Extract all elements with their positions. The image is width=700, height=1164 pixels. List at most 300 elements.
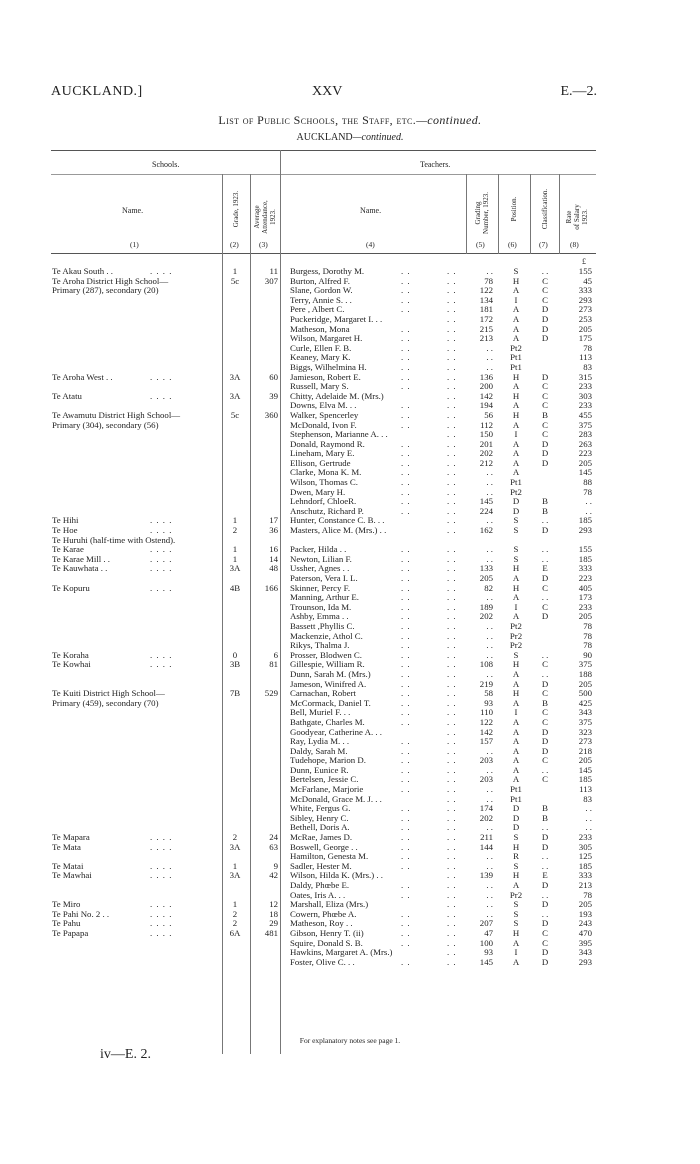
- leader-dots: . .: [447, 736, 457, 747]
- leader-dots: . . . .: [150, 841, 173, 852]
- grading-number: . .: [486, 880, 493, 890]
- teacher-classification: B: [542, 697, 548, 708]
- teacher-name: Hawkins, Margaret A. (Mrs.): [290, 947, 393, 958]
- teacher-classification: . .: [541, 851, 549, 862]
- salary-rate: 470: [578, 927, 592, 938]
- teacher-name: Curle, Ellen F. B.: [290, 342, 352, 353]
- leader-dots: . .: [401, 918, 411, 929]
- teacher-classification: . .: [541, 592, 549, 603]
- grading-number: 150: [479, 429, 493, 440]
- grading-number: 181: [479, 304, 493, 315]
- leader-dots: . .: [401, 630, 411, 641]
- teacher-classification: C: [542, 285, 548, 296]
- teacher-name: Biggs, Wilhelmina H.: [290, 361, 367, 372]
- grading-number: . .: [486, 764, 493, 775]
- teacher-position: S: [513, 544, 519, 555]
- grading-header: Grading Number, 1923.: [474, 192, 490, 234]
- leader-dots: . .: [447, 774, 457, 785]
- teacher-name: Hunter, Constance C. B. . .: [290, 515, 385, 526]
- leader-dots: . .: [447, 640, 457, 651]
- leader-dots: . .: [401, 774, 411, 785]
- school-name: Primary (287), secondary (20): [52, 285, 159, 296]
- teacher-position: H: [512, 390, 520, 401]
- leader-dots: . .: [447, 457, 457, 468]
- leader-dots: . .: [447, 947, 457, 958]
- table-row: [0, 871, 700, 881]
- school-name: Te Aroha West . .: [52, 371, 113, 382]
- grading-number: . .: [486, 361, 493, 372]
- leader-dots: . .: [447, 563, 457, 574]
- average-attendance: 16: [269, 544, 278, 555]
- salary-rate: 233: [578, 381, 592, 392]
- teacher-name: Puckeridge, Margaret I. . .: [290, 313, 383, 324]
- grading-number: 202: [479, 611, 493, 622]
- schools-group-header: Schools.: [152, 160, 180, 169]
- leader-dots: . .: [447, 438, 457, 449]
- leader-dots: . .: [447, 726, 457, 737]
- salary-rate: 293: [578, 294, 592, 305]
- average-attendance: 481: [264, 927, 278, 938]
- teacher-name: Masters, Alice M. (Mrs.) . .: [290, 525, 387, 536]
- leader-dots: . .: [401, 755, 411, 766]
- teacher-position: D: [512, 496, 520, 507]
- leader-dots: . .: [401, 285, 411, 296]
- leader-dots: . .: [447, 668, 457, 679]
- leader-dots: . .: [447, 745, 457, 756]
- leader-dots: . .: [447, 688, 457, 699]
- teacher-position: H: [512, 870, 520, 881]
- grading-number: . .: [486, 477, 493, 488]
- leader-dots: . . . .: [150, 832, 173, 843]
- teacher-name: Gillespie, William R.: [290, 659, 365, 670]
- teacher-classification: D: [541, 899, 549, 910]
- leader-dots: . .: [401, 860, 411, 871]
- salary-rate: 155: [578, 544, 592, 555]
- salary-rate: 375: [578, 659, 592, 670]
- leader-dots: . .: [401, 582, 411, 593]
- teacher-classification: . .: [541, 266, 549, 276]
- salary-rate: 333: [578, 563, 592, 574]
- school-grade: 7B: [229, 688, 241, 699]
- grading-number: 207: [479, 918, 493, 929]
- teacher-name: Matheson, Roy . .: [290, 918, 353, 929]
- leader-dots: . .: [447, 803, 457, 814]
- grading-number: . .: [486, 822, 493, 833]
- salary-rate: 375: [578, 716, 592, 727]
- leader-dots: . .: [401, 812, 411, 823]
- teacher-position: A: [512, 678, 520, 689]
- teacher-name: Carnachan, Robert: [290, 688, 356, 699]
- teacher-name: Manning, Arthur E.: [290, 592, 359, 603]
- average-attendance: 529: [264, 688, 278, 699]
- leader-dots: . .: [447, 611, 457, 622]
- salary-rate: 205: [578, 755, 592, 766]
- teacher-name: Marshall, Eliza (Mrs.): [290, 899, 369, 910]
- salary-rate: 188: [578, 668, 592, 679]
- grading-number: 224: [479, 505, 493, 516]
- teacher-name: Lineham, Mary E.: [290, 448, 355, 459]
- leader-dots: . .: [401, 611, 411, 622]
- teacher-name: Slane, Gordon W.: [290, 285, 353, 296]
- leader-dots: . .: [447, 285, 457, 296]
- salary-rate: 500: [578, 688, 592, 699]
- leader-dots: . . . .: [150, 266, 173, 276]
- leader-dots: . .: [401, 851, 411, 862]
- col-number-1: (1): [130, 240, 139, 249]
- leader-dots: . .: [401, 352, 411, 363]
- teacher-position: A: [512, 313, 520, 324]
- leader-dots: . .: [447, 630, 457, 641]
- salary-rate: 113: [579, 352, 592, 363]
- leader-dots: . .: [401, 294, 411, 305]
- teacher-name: Burton, Alfred F.: [290, 275, 350, 286]
- salary-rate: 125: [578, 851, 592, 862]
- teacher-classification: . .: [541, 553, 549, 564]
- page-number-roman: XXV: [312, 84, 343, 99]
- leader-dots: . .: [401, 419, 411, 430]
- salary-rate: 293: [578, 525, 592, 536]
- grading-number: 108: [479, 659, 493, 670]
- grading-number: 157: [479, 736, 493, 747]
- teacher-classification: C: [542, 400, 548, 411]
- leader-dots: . .: [401, 697, 411, 708]
- grading-number: 142: [479, 390, 493, 401]
- salary-rate: 83: [583, 361, 592, 372]
- teacher-classification: . .: [541, 649, 549, 660]
- leader-dots: . .: [401, 822, 411, 833]
- salary-rate: 395: [578, 937, 592, 948]
- leader-dots: . .: [447, 409, 457, 420]
- school-grade: 3A: [229, 563, 241, 574]
- col-divider-7: [559, 174, 560, 254]
- position-header: Position.: [510, 196, 518, 222]
- leader-dots: . . . .: [150, 582, 173, 593]
- teacher-name: Donald, Raymond R.: [290, 438, 365, 449]
- teacher-name: McDonald, Ivon F.: [290, 419, 357, 430]
- leader-dots: . .: [447, 899, 457, 910]
- leader-dots: . .: [447, 496, 457, 507]
- teacher-position: I: [514, 707, 518, 718]
- teacher-position: R: [513, 851, 519, 862]
- teacher-classification: D: [541, 832, 549, 843]
- grading-number: . .: [486, 620, 493, 631]
- leader-dots: . .: [447, 918, 457, 929]
- salary-rate: . .: [585, 812, 592, 823]
- salary-rate: 405: [578, 582, 592, 593]
- school-name: Te Atatu: [52, 390, 82, 401]
- school-name: Te Papapa: [52, 927, 89, 938]
- teacher-position: S: [513, 649, 519, 660]
- leader-dots: . .: [447, 553, 457, 564]
- grading-number: . .: [486, 640, 493, 651]
- salary-rate: 83: [583, 793, 592, 804]
- teacher-classification: C: [542, 707, 548, 718]
- leader-dots: . .: [401, 649, 411, 660]
- school-name: Te Huruhi (half-time with Ostend).: [52, 534, 176, 545]
- staff-table-body: [0, 267, 700, 967]
- grading-number: . .: [486, 352, 493, 363]
- teacher-name: Dwen, Mary H.: [290, 486, 346, 497]
- table-row: [0, 814, 700, 824]
- average-attendance: 48: [269, 563, 278, 574]
- average-attendance: 360: [264, 409, 278, 420]
- average-attendance: 24: [269, 832, 278, 843]
- teacher-position: S: [513, 525, 519, 536]
- teacher-position: A: [512, 419, 520, 430]
- table-row: [0, 881, 700, 891]
- teacher-position: Pr2: [509, 640, 523, 651]
- average-attendance: 166: [264, 582, 278, 593]
- leader-dots: . .: [447, 812, 457, 823]
- leader-dots: . .: [447, 927, 457, 938]
- leader-dots: . . . .: [150, 553, 173, 564]
- table-row: [0, 737, 700, 747]
- salary-rate: 78: [583, 889, 592, 900]
- leader-dots: . .: [401, 707, 411, 718]
- salary-rate: 283: [578, 429, 592, 440]
- salary-rate: 305: [578, 841, 592, 852]
- teacher-classification: . .: [541, 889, 549, 900]
- teacher-name: Downs, Elva M. . .: [290, 400, 357, 411]
- school-name: Te Mapara: [52, 832, 90, 843]
- leader-dots: . . . .: [150, 908, 173, 919]
- teacher-position: A: [512, 726, 520, 737]
- teacher-position: Pr2: [509, 630, 523, 641]
- teacher-position: H: [512, 927, 520, 938]
- page-signature-mark: iv—E. 2.: [100, 1047, 151, 1062]
- teacher-classification: C: [542, 390, 548, 401]
- school-name: Te Mata: [52, 841, 81, 852]
- region-name: AUCKLAND: [296, 132, 353, 143]
- teacher-position: A: [512, 755, 520, 766]
- teacher-classification: . .: [541, 822, 549, 833]
- leader-dots: . .: [447, 371, 457, 382]
- teacher-position: A: [512, 438, 520, 449]
- grading-number: 205: [479, 573, 493, 583]
- teacher-position: S: [513, 918, 519, 929]
- school-grade: 2: [232, 918, 238, 929]
- grading-number: . .: [486, 668, 493, 679]
- leader-dots: . . . .: [150, 525, 173, 536]
- salary-rate: 78: [583, 620, 592, 631]
- teacher-name: Anschutz, Richard P.: [290, 505, 364, 516]
- leader-dots: . . . .: [150, 649, 173, 660]
- leader-dots: . .: [401, 764, 411, 775]
- grading-number: 212: [479, 457, 493, 468]
- grading-number: 139: [479, 870, 493, 881]
- grading-number: 56: [484, 409, 493, 420]
- header-bottom-rule: [51, 253, 596, 254]
- leader-dots: . .: [401, 342, 411, 353]
- currency-symbol: £: [582, 257, 586, 266]
- teacher-position: H: [512, 409, 520, 420]
- leader-dots: . .: [401, 544, 411, 555]
- page-title: [0, 113, 700, 128]
- salary-rate: 223: [578, 448, 592, 459]
- teacher-name: Chitty, Adelaide M. (Mrs.): [290, 390, 384, 401]
- teacher-name: Clarke, Mona K. M.: [290, 467, 362, 478]
- teacher-position: Pt1: [510, 784, 522, 795]
- teacher-position: A: [512, 467, 520, 478]
- school-name: Te Matai: [52, 860, 84, 871]
- region-continued: —continued.: [352, 132, 404, 143]
- average-attendance: 39: [269, 390, 278, 401]
- leader-dots: . .: [401, 880, 411, 890]
- teacher-name: Wilson, Hilda K. (Mrs.) . .: [290, 870, 383, 881]
- grading-number: 200: [479, 381, 493, 392]
- col-number-3: (3): [259, 240, 268, 249]
- grading-number: 110: [480, 707, 493, 718]
- leader-dots: . .: [401, 467, 411, 478]
- grading-number: . .: [486, 851, 493, 862]
- teacher-position: A: [512, 745, 520, 756]
- grading-number: 100: [479, 937, 493, 948]
- leader-dots: . .: [401, 400, 411, 411]
- leader-dots: . .: [447, 381, 457, 392]
- leader-dots: . .: [447, 956, 457, 967]
- grading-number: 203: [479, 755, 493, 766]
- grading-number: 219: [479, 678, 493, 689]
- leader-dots: . .: [401, 640, 411, 651]
- region-subtitle: [0, 132, 700, 143]
- teacher-position: S: [513, 908, 519, 919]
- grading-number: . .: [486, 908, 493, 919]
- teacher-name: Cowern, Phœbe A.: [290, 908, 357, 919]
- teacher-position: Pt1: [510, 352, 522, 363]
- grading-number: . .: [486, 889, 493, 900]
- salary-rate: 185: [578, 515, 592, 526]
- salary-rate: 375: [578, 419, 592, 430]
- leader-dots: . . . .: [150, 515, 173, 526]
- teacher-name: Bethell, Doris A.: [290, 822, 350, 833]
- salary-rate: 78: [583, 342, 592, 353]
- leader-dots: . .: [447, 841, 457, 852]
- average-attendance: 29: [269, 918, 278, 929]
- leader-dots: . .: [401, 333, 411, 344]
- leader-dots: . .: [447, 707, 457, 718]
- teacher-classification: B: [542, 496, 548, 507]
- leader-dots: . .: [447, 880, 457, 890]
- school-name: Te Awamutu District High School—: [52, 409, 181, 420]
- grading-number: 78: [484, 275, 493, 286]
- grading-number: . .: [486, 515, 493, 526]
- leader-dots: . .: [447, 573, 457, 583]
- school-name: Te Pahi No. 2 . .: [52, 908, 110, 919]
- teacher-name: Boswell, George . .: [290, 841, 358, 852]
- grading-number: . .: [486, 649, 493, 660]
- teacher-classification: . .: [541, 764, 549, 775]
- leader-dots: . .: [401, 448, 411, 459]
- average-attendance: 18: [269, 908, 278, 919]
- salary-rate: 45: [583, 275, 592, 286]
- school-name: Te Aroha District High School—: [52, 275, 169, 286]
- leader-dots: . .: [401, 668, 411, 679]
- teacher-name: Oates, Iris A. . .: [290, 889, 346, 900]
- teacher-classification: C: [542, 429, 548, 440]
- teacher-classification: E: [542, 870, 548, 881]
- leader-dots: . .: [401, 496, 411, 507]
- leader-dots: . .: [447, 352, 457, 363]
- teacher-position: A: [512, 774, 520, 785]
- col-divider-6: [530, 174, 531, 254]
- grading-number: . .: [486, 553, 493, 564]
- leader-dots: . .: [447, 515, 457, 526]
- leader-dots: . .: [447, 275, 457, 286]
- salary-rate: 205: [578, 611, 592, 622]
- teacher-position: A: [512, 937, 520, 948]
- leader-dots: . .: [447, 361, 457, 372]
- teacher-name: Sibley, Henry C.: [290, 812, 349, 823]
- leader-dots: . . . .: [150, 563, 173, 574]
- salary-rate: 113: [579, 784, 592, 795]
- teacher-position: A: [512, 764, 520, 775]
- teacher-classification: C: [542, 774, 548, 785]
- teacher-name: Lehndorf, ChloeR.: [290, 496, 357, 507]
- school-name: Te Akau South . .: [52, 266, 113, 276]
- grading-number: 203: [479, 774, 493, 785]
- school-grade: 6A: [229, 927, 241, 938]
- salary-rate: 233: [578, 832, 592, 843]
- leader-dots: . .: [447, 294, 457, 305]
- leader-dots: . .: [447, 582, 457, 593]
- salary-rate: 155: [578, 266, 592, 276]
- salary-rate: 218: [578, 745, 592, 756]
- teacher-name: Bathgate, Charles M.: [290, 716, 365, 727]
- salary-rate: 253: [578, 313, 592, 324]
- col-number-6: (6): [508, 240, 517, 249]
- teacher-name: McDonald, Grace M. J. . .: [290, 793, 382, 804]
- leader-dots: . .: [447, 342, 457, 353]
- school-grade: 5c: [230, 409, 240, 420]
- salary-rate: 263: [578, 438, 592, 449]
- school-grade: 1: [232, 860, 238, 871]
- teacher-name: Ashby, Emma . .: [290, 611, 349, 622]
- salary-rate: 185: [578, 860, 592, 871]
- teacher-classification: D: [541, 841, 549, 852]
- grading-number: 162: [479, 525, 493, 536]
- leader-dots: . .: [401, 803, 411, 814]
- salary-rate: . .: [585, 822, 592, 833]
- leader-dots: . .: [401, 266, 411, 276]
- salary-rate: 173: [578, 592, 592, 603]
- teacher-position: A: [512, 285, 520, 296]
- average-attendance: 81: [269, 659, 278, 670]
- leader-dots: . .: [401, 457, 411, 468]
- teacher-name: Bell, Muriel F. . .: [290, 707, 351, 718]
- grading-number: 144: [479, 841, 493, 852]
- table-row: [0, 958, 700, 968]
- table-row: [0, 795, 700, 805]
- leader-dots: . .: [401, 486, 411, 497]
- grading-number: 145: [479, 496, 493, 507]
- teacher-name: Keaney, Mary K.: [290, 352, 351, 363]
- teacher-name: Trounson, Ida M.: [290, 601, 352, 612]
- salary-rate: 78: [583, 630, 592, 641]
- teacher-position: S: [513, 899, 519, 910]
- salary-rate: 243: [578, 918, 592, 929]
- school-grade: 1: [232, 553, 238, 564]
- teacher-classification: C: [542, 275, 548, 286]
- table-row: [0, 373, 700, 383]
- leader-dots: . .: [401, 841, 411, 852]
- teacher-name: Ray, Lydia M. . .: [290, 736, 350, 747]
- grading-number: . .: [486, 342, 493, 353]
- teacher-classification: D: [541, 745, 549, 756]
- teacher-classification: D: [541, 371, 549, 382]
- school-grade: 2: [232, 832, 238, 843]
- school-grade: 3A: [229, 390, 241, 401]
- salary-rate: 205: [578, 899, 592, 910]
